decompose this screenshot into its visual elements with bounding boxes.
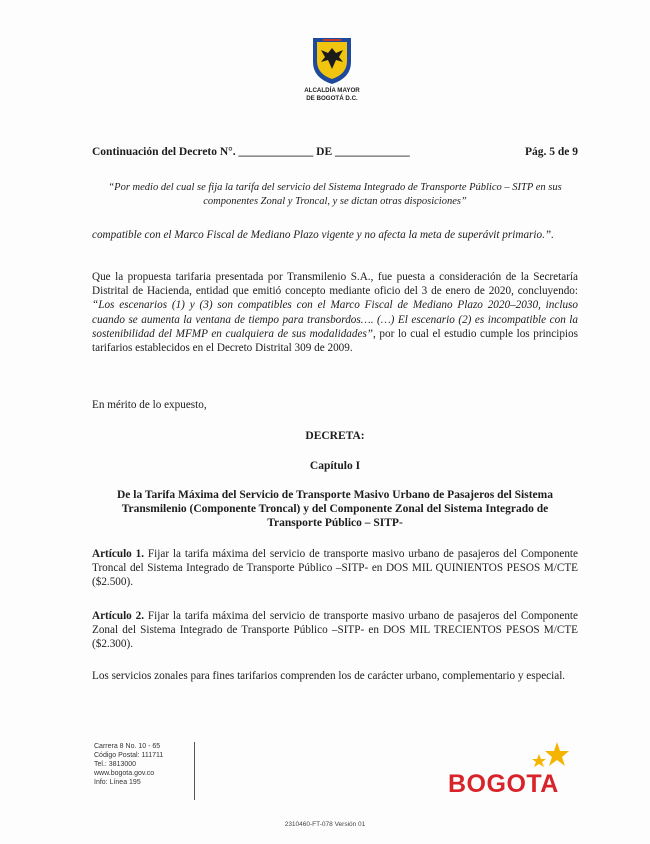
footer-address [94,742,194,787]
footer-postal-code: Código Postal: 111711 [94,752,164,759]
bogota-coat-of-arms-icon [309,36,355,86]
article-1 [92,547,578,590]
footer-website: www.bogota.gov.co [94,770,155,777]
decree-continuation: Continuación del Decreto N°. _____________ DE _____________ [92,146,410,158]
chapter-heading: Capítulo I [309,460,361,472]
paragraph-hacienda-text-c: , por lo cual el estudio cumple los principios tarifarios establecidos en el Decreto Distrital 309 de 2009. [92,327,578,355]
crest-caption [270,87,394,103]
footer-address-line: Carrera 8 No. 10 - 65 [94,743,161,750]
article-1-label: Artículo 1. [92,548,145,560]
paragraph-hacienda-text-a: Que la propuesta tarifaria presentada por Transmilenio S.A., fue puesta a consideración de la Secretaría Distrital de Hacienda, entidad que emitió concepto mediante oficio del 3 de enero de 2020, concluyendo: [92,271,578,298]
form-version-code: 2310460-FT-078 Versión 01 [284,821,366,828]
paragraph-servicios-zonales: Los servicios zonales para fines tarifarios comprenden los de carácter urbano, complementario y especial. [92,670,566,682]
footer-phone: Tel.: 3813000 [94,761,137,768]
page-number: Pág. 5 de 9 [524,146,578,158]
footer-info-line: Info: Línea 195 [94,779,141,786]
article-2-label: Artículo 2. [92,610,145,622]
decreta-heading: DECRETA: [305,430,365,442]
paragraph-hacienda-quote: “Los escenarios (1) y (3) son compatibles con el Marco Fiscal de Mediano Plazo 2020–2030, incluso cuando se aumenta la ventana de tiempo para transbordos…. (…) El escenario (2) es incompatible con la sostenibilidad del MFMP en cualquiera de sus modalidades” [92,299,578,340]
crest-line-1: ALCALDÍA MAYOR [304,87,360,94]
footer-divider [194,742,195,800]
paragraph-merito: En mérito de lo expuesto, [92,399,207,411]
article-1-text: Fijar la tarifa máxima del servicio de transporte masivo urbano de pasajeros del Componente Troncal del Sistema Integrado de Transporte Público –SITP- en DOS MIL QUINIENTOS PESOS M/CTE ($2.500). [92,548,578,589]
article-2 [92,609,578,652]
chapter-title: De la Tarifa Máxima del Servicio de Transporte Masivo Urbano de Pasajeros del Sistema Transmilenio (Componente Troncal) y del Componente Zonal del Sistema Integrado de Transporte Público – SITP- [116,489,553,529]
paragraph-continuation: compatible con el Marco Fiscal de Mediano Plazo vigente y no afecta la meta de superávit primario.”. [92,229,554,241]
article-2-text: Fijar la tarifa máxima del servicio de transporte masivo urbano de pasajeros del Componente Zonal del Sistema Integrado de Transporte Público –SITP- en DOS MIL TRECIENTOS PESOS M/CTE ($2.300). [92,610,578,651]
bogota-logo: BOGOTA [448,770,559,798]
paragraph-hacienda [92,270,578,355]
decree-subject-quote: “Por medio del cual se fija la tarifa del servicio del Sistema Integrado de Transporte Público – SITP en sus componentes Zonal y Troncal, y se dictan otras disposiciones” [108,182,562,207]
crest-line-2: DE BOGOTÁ D.C. [306,95,358,102]
decree-header-line [92,146,578,162]
